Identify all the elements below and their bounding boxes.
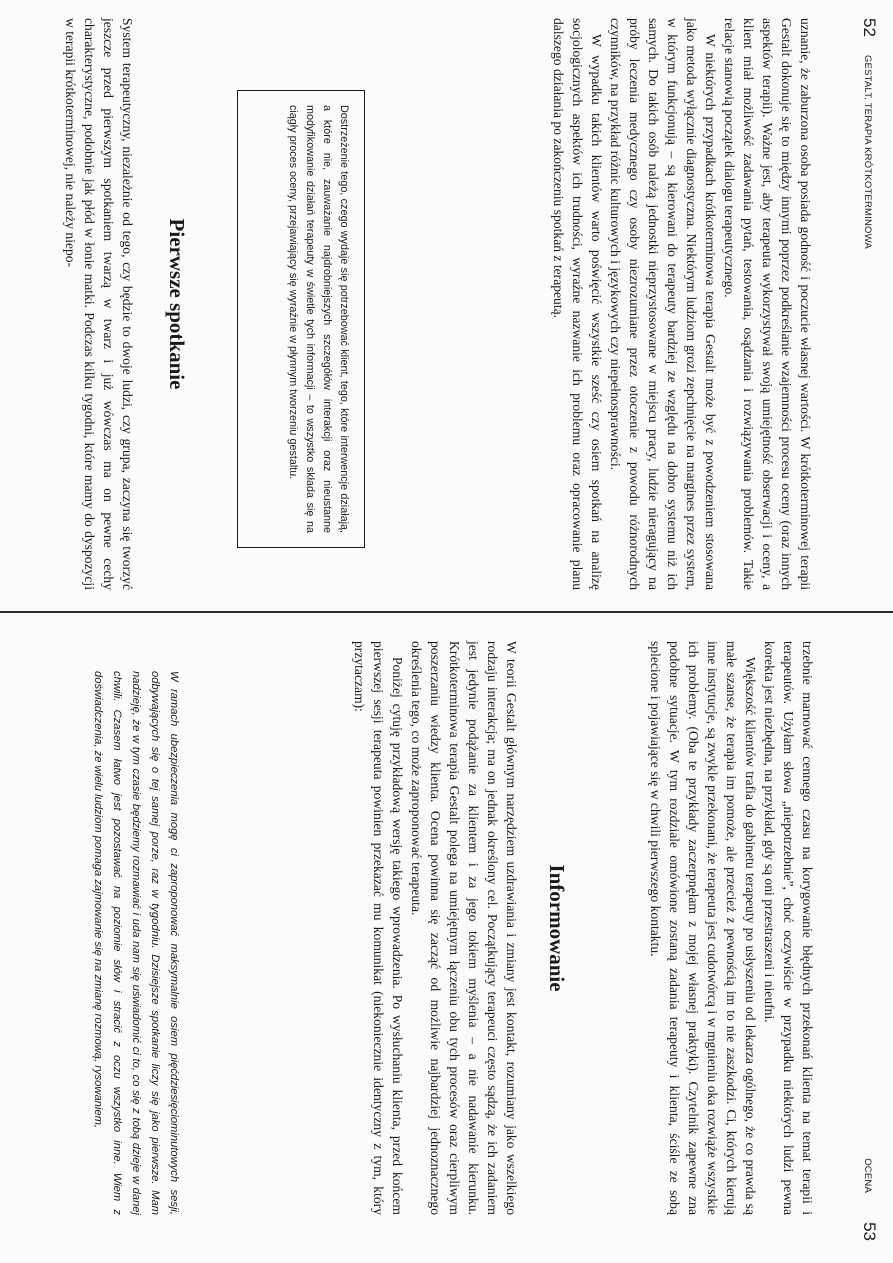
left-page <box>0 0 893 611</box>
section-heading: Informowanie <box>545 864 569 992</box>
paragraph: trzebnie marnować cennego czasu na korygowanie błędnych przekonań klienta na temat terapii i terapeutów. Użyłam słowa „niepotrzebnie”, choć oczywiście w przypadku niektórych ludzi pewna korekta jest niezbędna, na przykład, gdy są oni przestraszeni i nieufni. <box>762 641 815 1215</box>
body-text-bottom <box>61 18 137 590</box>
paragraph: System terapeutyczny, niezależnie od tego, czy będzie to dwoje ludzi, czy grupa, zaczyna się tworzyć jeszcze przed pierwszym spotkaniem twarzą w twarz i już wówczas ma on pewne cechy charakterystyczne, podobnie jak płód w łonie matki. Podczas kilku tygodni, które mamy do dyspozycji w terapii krótkoterminowej, nie należy niepo- <box>63 18 135 590</box>
page-number: 52 <box>860 18 879 37</box>
right-page <box>0 613 893 1263</box>
callout-text: Dostrzeżenie tego, czego wydaje się potrzebować klient, tego, które interwencje działają, a które nie, zauważanie najdrobniejszych szczegółów interakcji oraz nieustanne modyfikowanie działań terapeuty w świetle tych informacji – to wszystko składa się na ciągły proces oceny, przejawiający się wyraźnie w płynnym tworzeniu gestaltu. <box>287 105 350 533</box>
paragraph: W niektórych przypadkach krótkoterminowa terapia Gestalt może być z powodzeniem stosowana jako metoda wyłącznie diagnostyczna. Niektórym ludziom grozi zepchnięcie na margines przez system, w którym funkcjonują – są kierowani do terapeuty bardziej ze względu na dobro systemu niż ich samych. Do takich osób należą jednostki nieprzystosowane w miejscu pracy, ludzie nieragujący na próby leczenia medycznego czy osoby niezrozumiane przez otoczenie z powodu różnorodnych czynników, na przykład różnic kulturowych i językowych czy niepełnosprawności. <box>608 18 718 590</box>
running-head: GESTALT. TERAPIA KRÓTKOTERMINOWA <box>862 55 873 249</box>
paragraph: Większość klientów trafia do gabinetu terapeuty po usłyszeniu od lekarza ogólnego, że co prawda są małe szanse, że terapia im pomoże, ale przecież z pewnością im to nie zaszkodzi. Ci, których kierują inne instytucje, są zwykle przekonani, że terapeuta jest cudotwórcą i w mgnieniu oka rozwiąże wszystkie ich problemy. (Oba te przykłady zaczerpnęłam z mojej własnej praktyki). Czytelnik zapewne zna podobne sytuacje. W tym rozdziale omówione zostaną zadania terapeuty i klienta, ściśle ze sobą splecione i pojawiające się w chwili pierwszego kontaktu. <box>648 641 758 1215</box>
paragraph: Poniżej cytuję przykładową wersję takiego wprowadzenia. Po wysłuchaniu klienta, przed końcem pierwszej sesji terapeuta powinien przekazać mu komunikat (niekoniecznie identyczny z tym, który przytaczam): <box>352 641 405 1215</box>
body-text-top <box>549 18 815 590</box>
section-heading: Pierwsze spotkanie <box>165 218 189 390</box>
callout-box <box>237 90 365 548</box>
running-head: OCENA <box>862 1158 873 1193</box>
paragraph: W teorii Gestalt głównym narzędziem uzdrawiania i zmiany jest kontakt, rozumiany jako wszelkiego rodzaju interakcja; ma on jednak określony cel. Początkujący terapeuci często sądzą, że ich zadaniem jest jedynie podążanie za klientem i za jego tokiem myślenia – a nie nadawanie kierunku. Krótkoterminowa terapia Gestalt polega na umiejętnym łączeniu obu tych procesów oraz cierpliwym poszerzaniu wiedzy klienta. Ocena powinna się zacząć od możliwie najbardziej jednoznacznego określenia tego, co może zaproponować terapeuta. <box>409 641 519 1215</box>
paragraph: W wypadku takich klientów warto poświęcić wszystkie sześć czy osiem spotkań na analizę socjologicznych aspektów ich trudności, wyraźne nazwanie ich problemu oraz opracowanie planu dalszego działania po zakończeniu spotkań z terapeutą. <box>551 18 604 590</box>
paragraph: uznanie, że zaburzona osoba posiada godność i poczucie własnej wartości. W krótkoterminowej terapii Gestalt dokonuje się to między innymi poprzez podkreślanie wzajemności procesu oceny (oraz innych aspektów terapii). Ważne jest, aby terapeuta wykorzystywał swoją umiejętność obserwacji i oceny, a klient miał możliwość zadawania pytań, testowania, osądzania i rozwiązywania problemów. Takie relacje stanowią początek dialogu terapeutycznego. <box>722 18 813 590</box>
body-text-middle <box>350 641 521 1215</box>
body-text-top <box>646 641 817 1215</box>
italic-quote: W ramach ubezpieczenia mogę ci zaproponować maksymalnie osiem pięćdziesięciominutowych sesji, odbywających się o tej samej porze, raz w tygodniu. Dzisiejsze spotkanie liczy się jako pierwsze. Mam nadzieję, że w tym czasie będziemy rozmawiać i uda nam się uświadomić ci to, co się z tobą dzieje w danej chwili. Czasem łatwo jest pozostawać na poziomie słów i stracić z oczu wszystko inne. Wiem z doświadczenia, że wielu ludziom pomaga zajmowanie się na zmianę rozmową, rysowaniem, <box>92 671 180 1215</box>
page-number: 53 <box>860 1222 879 1241</box>
